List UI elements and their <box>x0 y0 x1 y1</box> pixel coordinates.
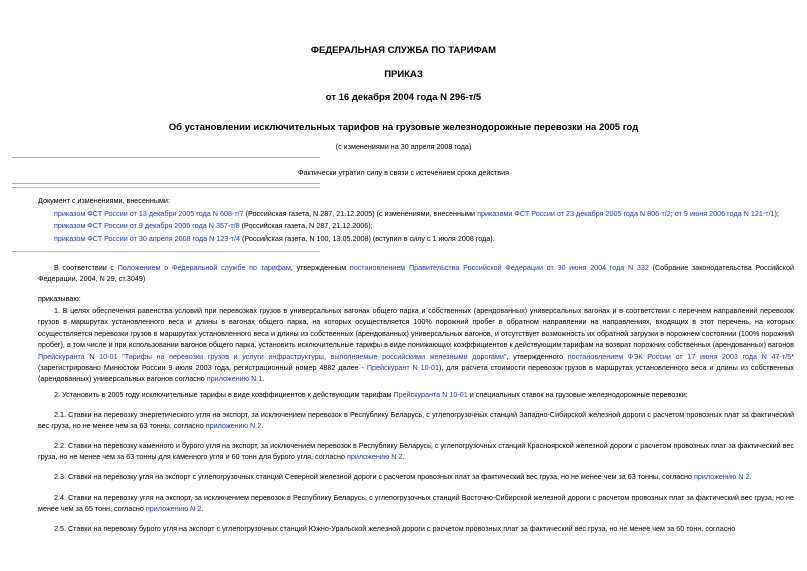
change-link[interactable]: приказами ФСТ России от 23 декабря 2005 года N 806-т/2 <box>477 208 671 218</box>
paragraph-text: 2.2. Ставки на перевозку каменного и бурого угля на экспорт, за исключением перевозок в Республику Беларусь, с углепогрузочных станций Красноярской железной дороги с расчетом провозных плат за фактический вес груза, но не менее чем за 63 тонны для каменного угля и 60 тонн для бурого угля, согласно <box>38 441 794 462</box>
changes-heading: Документ с изменениями, внесенными: <box>38 196 170 205</box>
paragraph-text: (Собрание законодательства Российской Федерации, 2004, N 29, ст.3049) <box>38 263 794 284</box>
doc-type: ПРИКАЗ <box>384 69 423 80</box>
change-item <box>38 220 794 233</box>
reference-link[interactable]: приложению N 2 <box>346 452 403 462</box>
reference-link[interactable]: приложению N 2 <box>205 421 262 431</box>
clause-2-5 <box>38 523 794 534</box>
reference-link[interactable]: приложению N 1 <box>206 374 263 384</box>
doc-date-number: от 16 декабря 2004 года N 296-т/5 <box>325 92 482 103</box>
agency-name: ФЕДЕРАЛЬНАЯ СЛУЖБА ПО ТАРИФАМ <box>310 45 497 56</box>
reference-link[interactable]: Прейскуранта N 10-01 <box>393 390 468 399</box>
paragraph-text: * (зарегистрировано Минюстом России 9 июля 2003 года, регистрационный номер 4882 далее - <box>38 351 794 373</box>
reference-link[interactable]: Прейскурант N 10-01 <box>366 363 439 373</box>
change-text: (Российская газета, N 287, 21.12.2005) (с изменениями, внесенными <box>243 208 478 218</box>
divider <box>12 183 320 184</box>
paragraph-text: . <box>201 504 204 514</box>
clause-1 <box>38 305 794 385</box>
paragraph-text: 2.5. Ставки на перевозку бурого угля на экспорт с углепогрузочных станций Южно-Уральской железной дороги с расчетом провозных плат за фактический вес груза, но не менее чем за 60 тонн, согласно <box>54 524 736 533</box>
change-text: ); <box>774 208 779 218</box>
paragraph-text: 2.3. Ставки на перевозку угля на экспорт с углепогрузочных станций Северной железной дороги с расчетом провозных плат за фактический вес груза, но не менее чем за 63 тонны, согласно <box>54 472 694 481</box>
divider <box>12 251 320 252</box>
clause-2-2 <box>38 440 794 463</box>
reference-link[interactable]: Прейскуранта N 10-01 "Тарифы на перевозки грузов и услуги инфраструктуры, выполняемые российскими железными дорогами" <box>38 351 507 361</box>
change-link[interactable]: от 9 июня 2006 года N 121-т/1 <box>674 208 775 218</box>
preamble-paragraph <box>38 262 794 285</box>
divider <box>12 157 320 158</box>
changes-list <box>38 195 794 245</box>
order-word: приказываю: <box>38 294 81 303</box>
paragraph-text: 2. Установить в 2005 году исключительные тарифы в виде коэффициентов к действующим тарифам <box>54 390 394 399</box>
reference-link[interactable]: Положением о Федеральной службе по тарифам <box>117 263 291 272</box>
doc-title: Об установлении исключительных тарифов на грузовые железнодорожные перевозки на 2005 год <box>168 122 639 133</box>
change-text: ; <box>670 208 675 218</box>
paragraph-text: . <box>402 452 405 462</box>
paragraph-text: 1. В целях обеспечения равенства условий при перевозках грузов в универсальных вагонах общего парка и собственных (арендованных) универсальных вагонах и в соответствии с перечнем направлений перевозок грузов в маршрутах установленного веса и длины в вагонах общего парка, на которых осуществляется 100% порожний пробег в обратном направлении на направлениях, входящих в этот перечень, на которых осуществляется перевозки грузов в маршрутах установленного веса и длины из собственных (арендованных) универсальных вагонов, и отсутствует возможность их обратной загрузки в порожнем состоянии (100% порожний пробег), в том числе и при использовании вагонов общего парка, установить исключительные тарифы в виде понижающих коэффициентов к действующим тарифам на возврат порожних собственных (арендованных) вагонов <box>38 306 794 350</box>
change-item <box>38 208 794 221</box>
paragraph-text: и специальных ставок на грузовые железнодорожные перевозки: <box>467 390 688 399</box>
clause-2-3 <box>38 471 794 482</box>
paragraph-text: 2.4. Ставки на перевозку угля на экспорт, за исключением перевозок в Республику Беларусь, с углепогрузочных станций Восточно-Сибирской железной дороги с расчетом провозных плат за фактический вес груза, но не менее чем за 65 тонн, согласно <box>38 493 794 514</box>
paragraph-text: 2.1. Ставки на перевозку энергетического угля на экспорт, за исключением перевозок в Республику Беларусь, с углепогрузочных станций Западно-Сибирской железной дороги с расчетом провозных плат за фактический вес груза, но не менее чем за 63 тонны, согласно <box>38 410 794 431</box>
change-link[interactable]: приказом ФСТ России от 30 апреля 2008 года N 123-т/4 <box>54 233 240 243</box>
paragraph-text: В соответствии с <box>54 263 118 272</box>
clause-2-4 <box>38 492 794 515</box>
change-item <box>38 233 794 246</box>
paragraph-text: . <box>262 374 265 384</box>
reference-link[interactable]: постановлением ФЭК России от 17 июня 2003 года N 47-т/5 <box>567 351 792 361</box>
paragraph-text: ), для расчета стоимости перевозок грузов в маршрутах установленного веса и длины из собственных (арендованных) универсальных вагонов согласно <box>38 363 794 384</box>
change-link[interactable]: приказом ФСТ России от 9 декабря 2006 года N 357-т/8 <box>54 221 240 230</box>
change-text: (Российская газета, N 287, 21.12.2006); <box>239 221 373 230</box>
reference-link[interactable]: постановлением Правительства Российской Федерации от 30 июня 2004 года N 332 <box>349 263 649 272</box>
clause-2-1 <box>38 409 794 432</box>
paragraph-text: . <box>749 472 752 481</box>
change-text: (Российская газета, N 100, 13.05.2008) (вступил в силу с 1 июля 2008 года). <box>239 233 495 243</box>
change-link[interactable]: приказом ФСТ России от 13 декабря 2005 года N 608-т/7 <box>54 208 244 218</box>
reference-link[interactable]: приложению N 2 <box>145 504 202 514</box>
paragraph-text: , утвержденного <box>506 351 568 361</box>
amendment-note: (с изменениями на 30 апреля 2008 года) <box>335 142 472 151</box>
status-note: Фактически утратил силу в связи с истечением срока действия <box>298 168 509 177</box>
reference-link[interactable]: приложению N 2 <box>693 472 750 481</box>
paragraph-text: , утвержденным <box>290 263 350 272</box>
divider <box>12 187 320 188</box>
clause-2 <box>38 389 794 400</box>
paragraph-text: . <box>261 421 264 431</box>
